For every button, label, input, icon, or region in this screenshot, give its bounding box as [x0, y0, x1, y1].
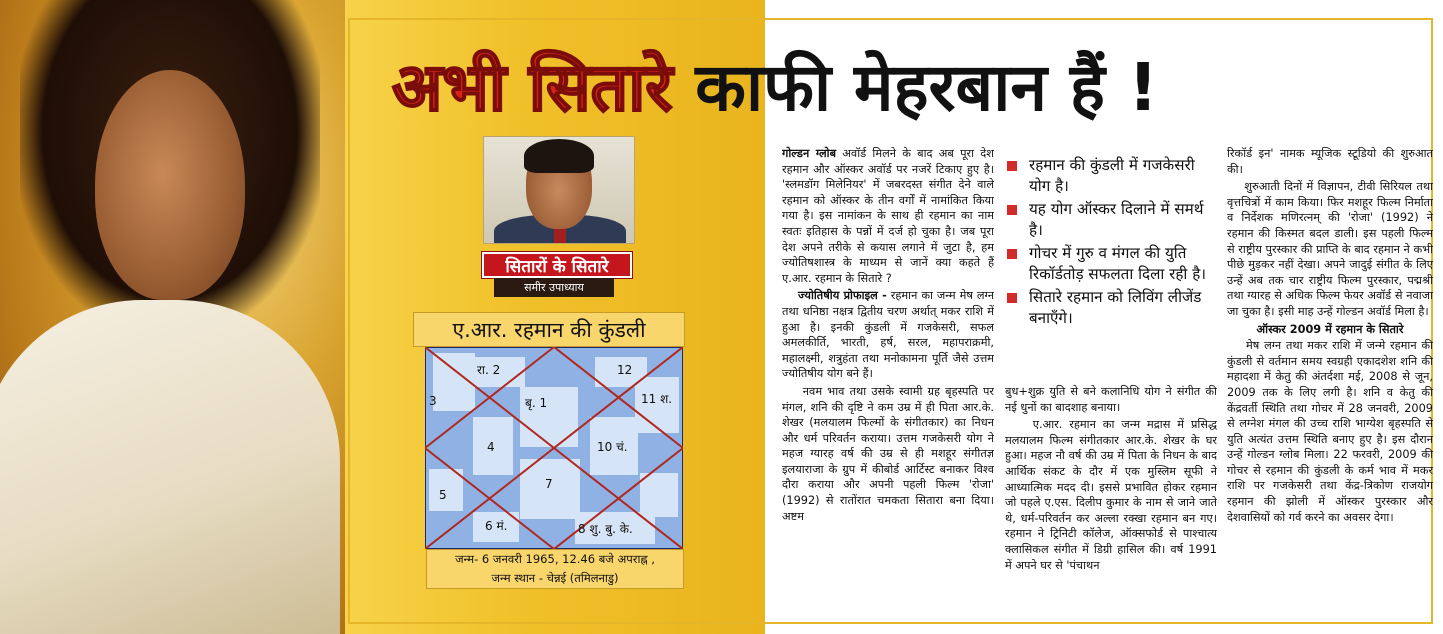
kundli-house-8: 8 शु. बु. के.: [578, 522, 633, 536]
kundli-birth-line: जन्म- 6 जनवरी 1965, 12.46 बजे अपराह्न ,: [455, 552, 655, 566]
kundli-house-7: 7: [545, 477, 553, 491]
kundli-title: ए.आर. रहमान की कुंडली: [413, 312, 685, 347]
kundli-house-6: 6 मं.: [485, 519, 508, 533]
bullet-square-icon: [1007, 293, 1017, 303]
article-paragraph: [1227, 146, 1433, 177]
article-paragraph: [1227, 338, 1433, 525]
article-subheading: ऑस्कर 2009 में रहमान के सितारे: [1256, 322, 1404, 336]
kundli-chart: [425, 347, 683, 549]
article-text: नवम भाव तथा उसके स्वामी ग्रह बृहस्पति पर मंगल, शनि की दृष्टि ने कम उम्र में ही पिता आर.के. शेखर (मलयालम फिल्मों के संगीतकार) का निधन और धर्म परिवर्तन कराया। उत्तम गजकेसरी योग ने महज ग्यारह वर्ष की उम्र से ही मशहूर संगीतज्ञ इलयाराजा के ग्रुप में कीबोर्ड आर्टिस्ट बनाकर विश्व दौरा कराया और अपनी पहली फिल्म 'रोजा' (1992) से रातोंरात चमकता सितारा बना दिया। अष्टम: [782, 384, 994, 523]
column-badge: [482, 252, 632, 297]
highlight-text: सितारे रहमान को लिविंग लीजेंड बनाएँगे।: [1029, 288, 1202, 327]
bullet-square-icon: [1007, 249, 1017, 259]
badge-author: समीर उपाध्याय: [494, 278, 614, 297]
hero-photo-face: [95, 70, 245, 300]
kundli-house-5: 5: [439, 488, 447, 502]
headline-black: काफी मेहरबान हैं !: [695, 49, 1159, 126]
author-photo: [483, 136, 635, 244]
article-column-3: [1227, 146, 1433, 606]
article-text: शुरुआती दिनों में विज्ञापन, टीवी सिरियल तथा वृत्तचित्रों में काम किया। फिर मशहूर फिल्म निर्माता व निर्देशक मणिरत्नम् की 'रोजा' (1992) ने रहमान की किस्मत बदल डाली। इस पहली फिल्म से राष्ट्रीय पुरस्कार की प्राप्ति के बाद रहमान ने कभी पीछे मुड़कर नहीं देखा। अपने जादुई संगीत के लिए उन्हें अब तक चार राष्ट्रीय फिल्म पुरस्कार, पद्मश्री तथा ग्यारह से अधिक फिल्म फेयर अवॉर्ड से नवाजा जा चुका है। इसी माह उन्हें गोल्डन अवॉर्ड मिला है।: [1227, 180, 1433, 318]
article-text: रहमान का जन्म मेष लग्न तथा धनिष्ठा नक्षत्र द्वितीय चरण अर्थात् मकर राशि में हुआ है। इनकी कुंडली में गजकेसरी, सफल अमलकीर्ति, भारती, हर्ष, सरल, महापराक्रमी, महालक्ष्मी, शत्रुहंता तथा मनोकामना पूर्ति जैसे उत्तम ज्योतिषीय योग बने हैं।: [782, 289, 994, 381]
article-paragraph: [782, 146, 994, 286]
kundli-house-2: रा. 2: [477, 363, 501, 377]
highlights-list: [1005, 155, 1220, 331]
kundli-house-1: बृ. 1: [525, 396, 548, 410]
highlight-text: यह योग ऑस्कर दिलाने में समर्थ है।: [1029, 200, 1204, 239]
article-lead: ज्योतिषीय प्रोफाइल -: [797, 289, 887, 303]
highlight-text: गोचर में गुरु व मंगल की युति रिकॉर्डतोड़ सफलता दिला रही है।: [1029, 244, 1207, 283]
highlight-item: [1005, 287, 1220, 329]
bullet-square-icon: [1007, 161, 1017, 171]
article-paragraph: [1005, 417, 1217, 573]
hero-photo: [0, 0, 345, 634]
article-paragraph: [1227, 179, 1433, 319]
kundli-birth-info: [426, 549, 684, 589]
hero-photo-shirt: [0, 300, 340, 634]
article-paragraph: [782, 384, 994, 524]
highlight-item: [1005, 155, 1220, 197]
article-text: मेष लग्न तथा मकर राशि में जन्मे रहमान की कुंडली से वर्तमान समय स्वग्रही एकादशेश शनि की महादशा में केतु की अंतर्दशा मई, 2008 से जून, 2009 तक के लिए लगी है। शनि व केतु की केंद्रवर्ती स्थिति तथा गोचर में 28 जनवरी, 2009 से लग्नेश मंगल की उच्च राशि भाग्येश बृहस्पति से युति अत्यंत उत्तम स्थिति बनाए हुए है। इस दौरान उन्हें गोल्डन ग्लोब मिला। 22 फरवरी, 2009 की गोचर से रहमान की कुंडली के कर्म भाव में मकर राशि पर गजकेसरी तथा केंद्र-त्रिकोण राजयोग रहमान की झोली में ऑस्कर पुरस्कार और देशवासियों को गर्व करने का अवसर देगा।: [1227, 339, 1433, 524]
article-column-2: [1005, 384, 1217, 609]
article-paragraph: [1005, 384, 1217, 415]
badge-title: सितारों के सितारे: [482, 252, 632, 278]
kundli-house-3: 3: [429, 394, 437, 408]
kundli-cell: [640, 473, 678, 517]
article-text: ए.आर. रहमान का जन्म मद्रास में प्रसिद्ध मलयालम फिल्म संगीतकार आर.के. शेखर के घर हुआ। महज नौ वर्ष की उम्र में पिता के निधन के बाद आर्थिक संकट के दौर में एक मुस्लिम सूफी ने आध्यात्मिक मदद दी। इससे प्रभावित होकर रहमान जो पहले ए.एस. दिलीप कुमार के नाम से जाने जाते थे, धर्म-परिवर्तन कर अल्ला रक्खा रहमान बन गए। रहमान ने ट्रिनिटी कॉलेज, ऑक्सफोर्ड से पाश्चात्य क्लासिकल संगीत में डिग्री हासिल की। वर्ष 1991 में अपने घर से 'पंचाथन: [1005, 418, 1217, 572]
article-text: बुध+शुक्र युति से बने कलानिधि योग ने संगीत की नई धुनों का बादशाह बनाया।: [1005, 385, 1217, 414]
kundli-house-12: 12: [617, 363, 633, 377]
highlight-item: [1005, 243, 1220, 285]
article-text: रिकॉर्ड इन' नामक म्यूजिक स्टूडियो की शुरुआत की।: [1227, 147, 1433, 176]
bullet-square-icon: [1007, 205, 1017, 215]
author-hair: [524, 139, 594, 173]
headline-red: अभी सितारे: [392, 49, 673, 126]
kundli-house-4: 4: [487, 440, 495, 454]
kundli-place-line: जन्म स्थान - चेन्नई (तमिलनाडु): [491, 571, 619, 585]
article-lead: गोल्डन ग्लोब: [782, 147, 837, 160]
highlight-item: [1005, 199, 1220, 241]
highlight-text: रहमान की कुंडली में गजकेसरी योग है।: [1029, 156, 1195, 195]
kundli-house-11: 11 श.: [641, 392, 673, 406]
article-text: अवॉर्ड मिलने के बाद अब पूरा देश रहमान और ऑस्कर अवॉर्ड पर नजरें टिकाए हुए है। 'स्लमडॉग मिलेनियर' में जबरदस्त संगीत देने वाले रहमान को ऑस्कर के तीन वर्गों में नामांकित किया गया है। इस नामांकन के साथ ही रहमान का नाम स्वतः इतिहास के पन्नों में दर्ज हो चुका है। जब पूरा देश अपने तरीके से कयास लगाने में जुटा है, हम ज्योतिषशास्त्र के माध्यम से जानें क्या कहते हैं ए.आर. रहमान के सितारे ?: [782, 147, 994, 285]
kundli-house-10: 10 चं.: [597, 440, 628, 454]
article-paragraph: [782, 288, 994, 382]
article-column-1: [782, 146, 994, 606]
headline: [392, 46, 1158, 130]
